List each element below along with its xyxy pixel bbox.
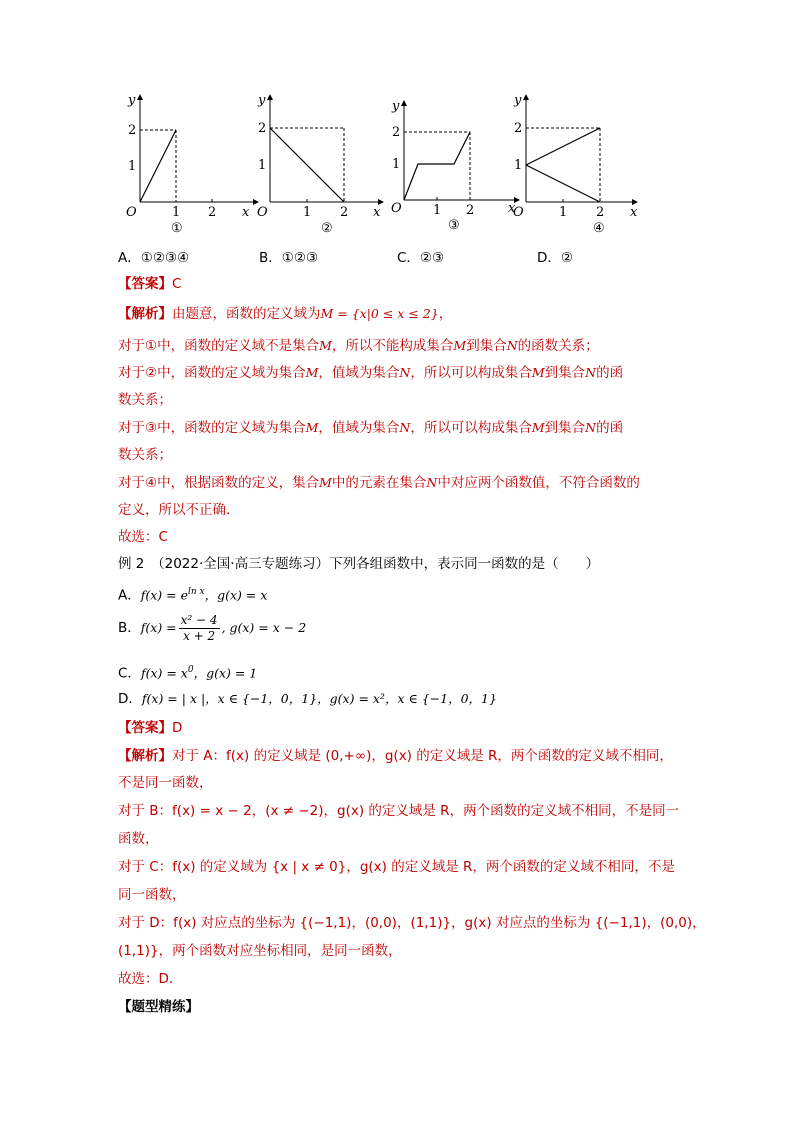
analysis-line-2: 对于②中，函数的定义域为集合M，值域为集合N，所以可以构成集合M到集合N的函 [118,365,624,381]
answer-tag: 【答案】 [118,276,172,292]
graph-caption: ② [321,221,333,236]
x-axis-label: x [630,205,638,220]
y-tick-label: 2 [514,121,523,136]
option-c: C．$f(x) = x^0$，g(x) = 1 [118,665,258,682]
origin-label: O [257,205,268,220]
x-tick-label: 2 [340,205,349,220]
analysis-2-line-2b: 函数， [118,831,159,847]
graph-caption: ① [171,221,183,236]
option-d: D．f(x) = | x |，x ∈ {−1，0，1}，g(x) = x²，x ∈ {−1，0，1} [118,691,497,707]
y-tick-label: 1 [392,157,401,172]
answer-line-2: 【答案】D [118,720,183,736]
x-axis-label: x [373,205,381,220]
choice-d: D．② [537,250,573,266]
x-tick-label: 1 [433,203,442,218]
y-tick-label: 2 [128,123,137,138]
x-axis-label: x [242,205,250,220]
y-axis-label: y [128,93,136,108]
fraction: $\frac{\text{x² − 4}}{x + 2}$ [180,612,218,643]
graph-2 [248,92,393,236]
y-tick-label: 1 [258,158,267,173]
function-graph [404,132,470,200]
analysis-2-line-1: 【解析】对于 A：f(x) 的定义域是 (0,+∞)，g(x) 的定义域是 R，两个函数的定义域不相同， [118,748,673,764]
x-tick-label: 2 [466,203,475,218]
origin-label: O [391,201,402,216]
x-tick-label: 2 [596,205,605,220]
function-graph [270,128,344,202]
question-stem: 例 2 （2022·全国·高三专题练习）下列各组函数中，表示同一函数的是（ ） [118,556,600,572]
graph-2-svg [248,92,393,236]
x-tick-label: 2 [208,205,217,220]
analysis-line-1: 对于①中，函数的定义域不是集合M，所以不能构成集合M到集合N的函数关系； [118,338,599,354]
graph-1-svg [118,92,258,236]
function-graph-lower [526,165,600,202]
analysis-2-line-4b: (1,1)}，两个函数对应坐标相同，是同一函数， [118,943,402,959]
analysis-intro: 【解析】由题意，函数的定义域为M = {x|0 ≤ x ≤ 2}， [118,306,453,322]
graph-3-svg [384,92,524,232]
analysis-2-line-3b: 同一函数， [118,887,186,903]
x-tick-label: 1 [303,205,312,220]
x-tick-label: 1 [559,205,568,220]
analysis-2-line-4: 对于 D：f(x) 对应点的坐标为 {(−1,1)，(0,0)，(1,1)}，g(x) 对应点的坐标为 {(−1,1)，(0,0)， [118,915,706,931]
y-tick-label: 2 [392,125,401,140]
y-axis-arrow-icon [401,100,407,106]
domain-set: M = {x|0 ≤ x ≤ 2} [320,306,439,321]
choice-b: B．①②③ [259,250,319,266]
y-tick-label: 1 [128,159,137,174]
analysis-line-3: 对于③中，函数的定义域为集合M，值域为集合N，所以可以构成集合M到集合N的函 [118,420,624,436]
analysis-tag: 【解析】 [118,306,172,322]
x-tick-label: 1 [172,205,181,220]
choice-c: C．②③ [397,250,445,266]
x-axis-label: x [508,201,516,216]
analysis-line-2b: 数关系； [118,392,172,408]
graph-caption: ③ [448,218,460,233]
section-heading: 【题型精练】 [118,999,199,1015]
conclusion: 故选：C [118,529,168,545]
origin-label: O [126,205,137,220]
origin-label: O [513,205,524,220]
answer-value: C [172,276,182,292]
graph-3 [384,92,524,236]
y-tick-label: 2 [258,121,267,136]
y-axis-label: y [514,93,522,108]
function-graph-upper [526,128,600,165]
y-axis-label: y [258,93,266,108]
analysis-2-line-2: 对于 B：f(x) = x − 2，(x ≠ −2)，g(x) 的定义域是 R，两个函数的定义域不相同，不是同一 [118,803,680,819]
graph-1 [118,92,258,236]
graph-4-svg [506,92,646,236]
analysis-line-4b: 定义，所以不正确. [118,502,231,518]
choice-a: A．①②③④ [118,250,190,266]
answer-line [118,274,181,294]
analysis-line-4: 对于④中，根据函数的定义，集合M中的元素在集合N中对应两个函数值，不符合函数的 [118,475,640,491]
option-a: A．$f(x) = e^{ln x}$，g(x) = x [118,587,268,604]
y-axis-label: y [392,99,400,114]
analysis-line-3b: 数关系； [118,447,172,463]
function-graph [140,130,176,202]
y-axis-arrow-icon [137,94,143,100]
y-axis-arrow-icon [523,94,529,100]
y-axis-arrow-icon [267,94,273,100]
graph-4 [506,92,646,236]
option-b: B．f(x) = $\frac{\text{x² − 4}}{x + 2}$ , g(x) = x − 2 [118,612,307,643]
conclusion-2: 故选：D． [118,971,183,987]
analysis-2-line-1b: 不是同一函数， [118,775,213,791]
graph-caption: ④ [593,221,605,236]
y-tick-label: 1 [514,158,523,173]
analysis-2-line-3: 对于 C：f(x) 的定义域为 {x | x ≠ 0}，g(x) 的定义域是 R，两个函数的定义域不相同，不是 [118,859,675,875]
